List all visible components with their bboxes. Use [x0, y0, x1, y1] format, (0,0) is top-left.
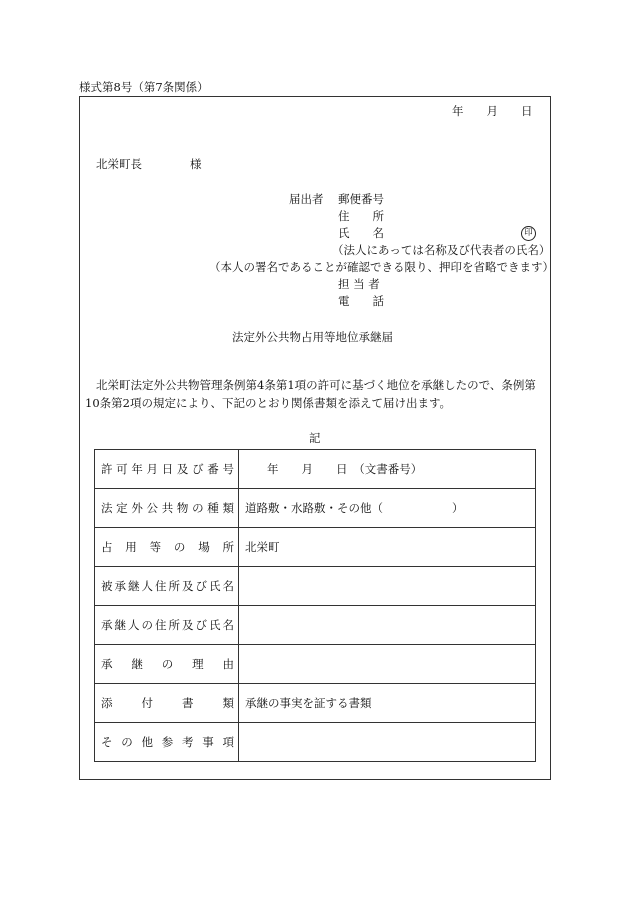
phone-label: 電 話 [338, 294, 384, 308]
name-label: 氏 名 [338, 226, 384, 240]
postal-code-label: 郵便番号 [338, 192, 384, 206]
table-row [95, 528, 536, 567]
row-label: 承継の理由 [95, 645, 239, 684]
table-row [95, 450, 536, 489]
row-value-text: 年 月 日 （文書番号） [267, 462, 423, 476]
row-label: その他参考事項 [95, 723, 239, 762]
row-label: 占用等の場所 [95, 528, 239, 567]
table-row [95, 567, 536, 606]
date-line: 年 月 日 [452, 104, 533, 118]
seal-mark: 印 [521, 226, 536, 241]
document-title: 法定外公共物占用等地位承継届 [232, 330, 393, 344]
row-value [239, 567, 536, 606]
row-label: 承継人の住所及び氏名 [95, 606, 239, 645]
table-row [95, 645, 536, 684]
ki-note-heading: 記 [309, 431, 321, 445]
row-value [239, 606, 536, 645]
table-row [95, 684, 536, 723]
row-value [239, 645, 536, 684]
body-line-1: 北栄町法定外公共物管理条例第4条第1項の許可に基づく地位を承継したので、条例第 [96, 378, 536, 392]
addressee-name: 北栄町長 [96, 157, 142, 171]
table-row [95, 723, 536, 762]
row-value [239, 450, 536, 489]
details-table [94, 449, 536, 762]
row-label: 許可年月日及び番号 [95, 450, 239, 489]
form-number: 様式第8号（第7条関係） [79, 80, 209, 94]
corporation-note: （法人にあっては名称及び代表者の氏名） [332, 243, 551, 257]
signature-note: （本人の署名であることが確認できる限り、押印を省略できます） [209, 260, 554, 274]
row-value: 道路敷・水路敷・その他（ ） [239, 489, 536, 528]
applicant-role: 届出者 [289, 192, 324, 206]
row-value [239, 723, 536, 762]
table-row [95, 606, 536, 645]
row-value: 承継の事実を証する書類 [239, 684, 536, 723]
body-line-2: 10条第2項の規定により、下記のとおり関係書類を添えて届け出ます。 [85, 396, 452, 410]
row-label: 被承継人住所及び氏名 [95, 567, 239, 606]
row-value: 北栄町 [239, 528, 536, 567]
person-in-charge-label: 担 当 者 [338, 277, 380, 291]
row-label: 法定外公共物の種類 [95, 489, 239, 528]
table-row [95, 489, 536, 528]
addressee-suffix: 様 [190, 157, 202, 171]
address-label: 住 所 [338, 209, 384, 223]
row-label: 添付書類 [95, 684, 239, 723]
